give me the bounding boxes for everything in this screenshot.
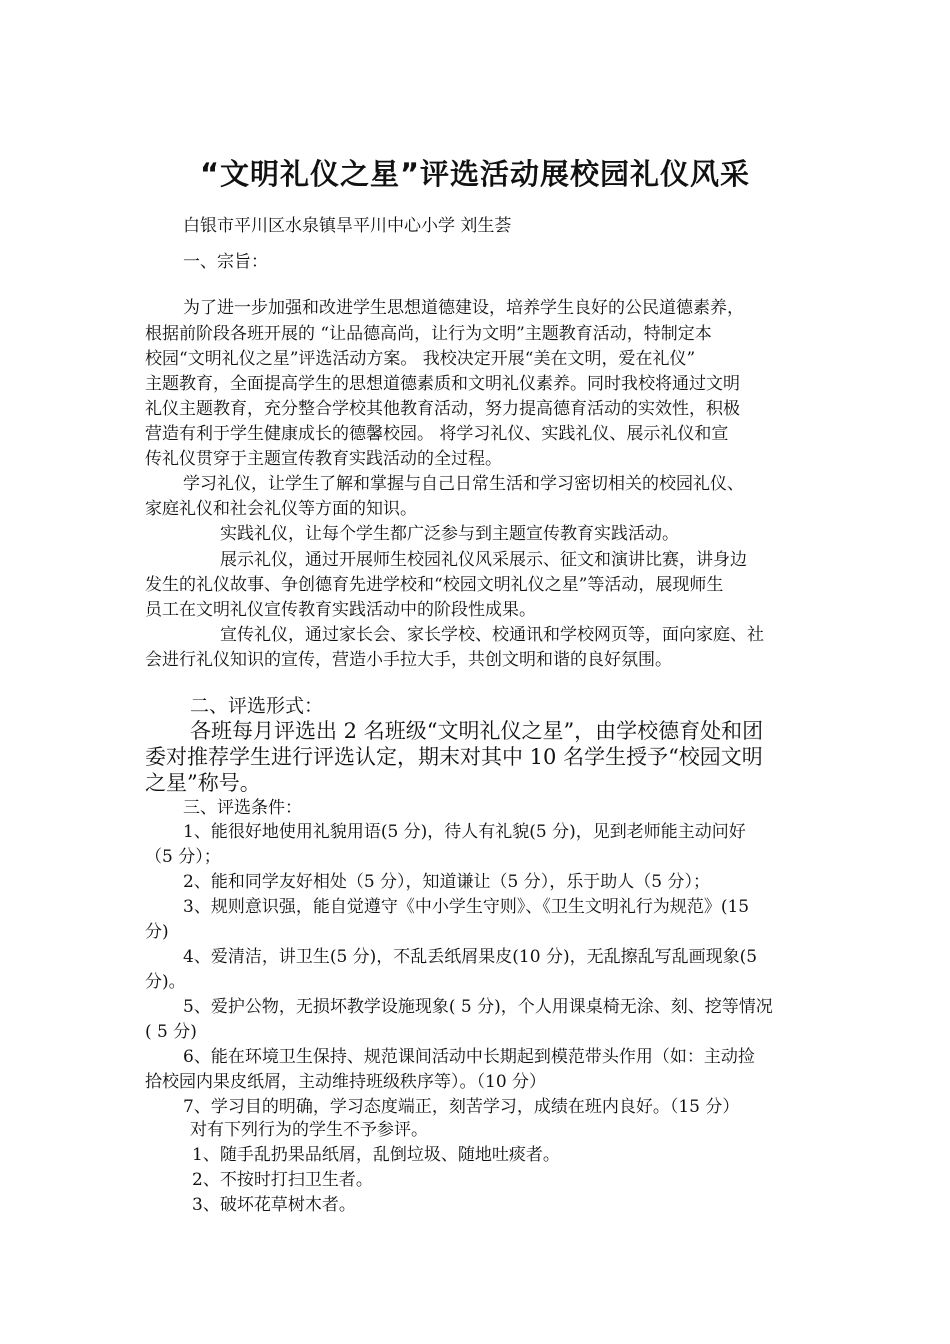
criteria-item: （5 分）；	[145, 847, 221, 867]
paragraph-line: 学习礼仪，让学生了解和掌握与自己日常生活和学习密切相关的校园礼仪、	[183, 474, 744, 494]
criteria-item: 6、能在环境卫生保持、规范课间活动中长期起到模范带头作用（如：主动捡	[183, 1047, 755, 1067]
paragraph-line: 发生的礼仪故事、争创德育先进学校和“校园文明礼仪之星”等活动，展现师生	[145, 575, 724, 595]
section2-heading: 二、评选形式：	[190, 695, 324, 717]
author-line: 白银市平川区水泉镇旱平川中心小学 刘生荟	[183, 216, 512, 236]
paragraph-line: 主题教育，全面提高学生的思想道德素质和文明礼仪素养。同时我校将通过文明	[145, 374, 740, 394]
section3-heading: 三、评选条件：	[183, 798, 302, 818]
exclusion-heading: 对有下列行为的学生不予参评。	[190, 1120, 428, 1140]
paragraph-line: 会进行礼仪知识的宣传，营造小手拉大手，共创文明和谐的良好氛围。	[145, 650, 672, 670]
criteria-item: 2、能和同学友好相处（5 分），知道谦让（5 分），乐于助人（5 分）；	[183, 872, 710, 892]
paragraph-line: 礼仪主题教育，充分整合学校其他教育活动，努力提高德育活动的实效性，积极	[145, 399, 740, 419]
criteria-item: 拾校园内果皮纸屑，主动维持班级秩序等）。（10 分）	[145, 1072, 547, 1092]
section2-line: 委对推荐学生进行评选认定，期末对其中 10 名学生授予“校园文明	[145, 745, 763, 769]
paragraph-line: 传礼仪贯穿于主题宣传教育实践活动的全过程。	[145, 449, 502, 469]
exclusion-item: 3、破坏花草树木者。	[192, 1195, 356, 1215]
paragraph-line: 为了进一步加强和改进学生思想道德建设，培养学生良好的公民道德素养，	[183, 298, 744, 318]
section2-line: 各班每月评选出 2 名班级“文明礼仪之星”，由学校德育处和团	[190, 719, 764, 743]
section2-line: 之星”称号。	[145, 771, 261, 795]
exclusion-item: 1、随手乱扔果品纸屑，乱倒垃圾、随地吐痰者。	[192, 1145, 560, 1165]
document-title: “文明礼仪之星”评选活动展校园礼仪风采	[199, 157, 751, 191]
paragraph-line: 根据前阶段各班开展的 “让品德高尚，让行为文明”主题教育活动，特制定本	[145, 324, 712, 344]
paragraph-line: 营造有利于学生健康成长的德馨校园。 将学习礼仪、实践礼仪、展示礼仪和宣	[145, 424, 729, 444]
paragraph-line: 展示礼仪，通过开展师生校园礼仪风采展示、征文和演讲比赛，讲身边	[220, 550, 747, 570]
criteria-item: 3、规则意识强，能自觉遵守《中小学生守则》、《卫生文明礼行为规范》(15	[183, 897, 750, 917]
criteria-item: ( 5 分)	[145, 1022, 197, 1042]
paragraph-line: 校园“文明礼仪之星”评选活动方案。 我校决定开展“美在文明，爱在礼仪”	[145, 349, 696, 369]
criteria-item: 分)。	[145, 972, 186, 992]
paragraph-line: 宣传礼仪，通过家长会、家长学校、校通讯和学校网页等，面向家庭、社	[220, 625, 764, 645]
paragraph-line: 员工在文明礼仪宣传教育实践活动中的阶段性成果。	[145, 600, 536, 620]
criteria-item: 4、爱清洁，讲卫生(5 分)，不乱丢纸屑果皮(10 分)，无乱擦乱写乱画现象(5	[183, 947, 758, 967]
criteria-item: 5、爱护公物，无损坏教学设施现象( 5 分)，个人用课桌椅无涂、刻、挖等情况	[183, 997, 773, 1017]
criteria-item: 1、能很好地使用礼貌用语(5 分)，待人有礼貌(5 分)，见到老师能主动问好	[183, 822, 746, 842]
criteria-item: 7、学习目的明确，学习态度端正，刻苦学习，成绩在班内良好。（15 分）	[183, 1097, 740, 1117]
section1-heading: 一、宗旨：	[183, 252, 268, 272]
paragraph-line: 家庭礼仪和社会礼仪等方面的知识。	[145, 499, 417, 519]
paragraph-line: 实践礼仪，让每个学生都广泛参与到主题宣传教育实践活动。	[220, 524, 679, 544]
criteria-item: 分)	[145, 922, 169, 942]
exclusion-item: 2、不按时打扫卫生者。	[192, 1170, 373, 1190]
